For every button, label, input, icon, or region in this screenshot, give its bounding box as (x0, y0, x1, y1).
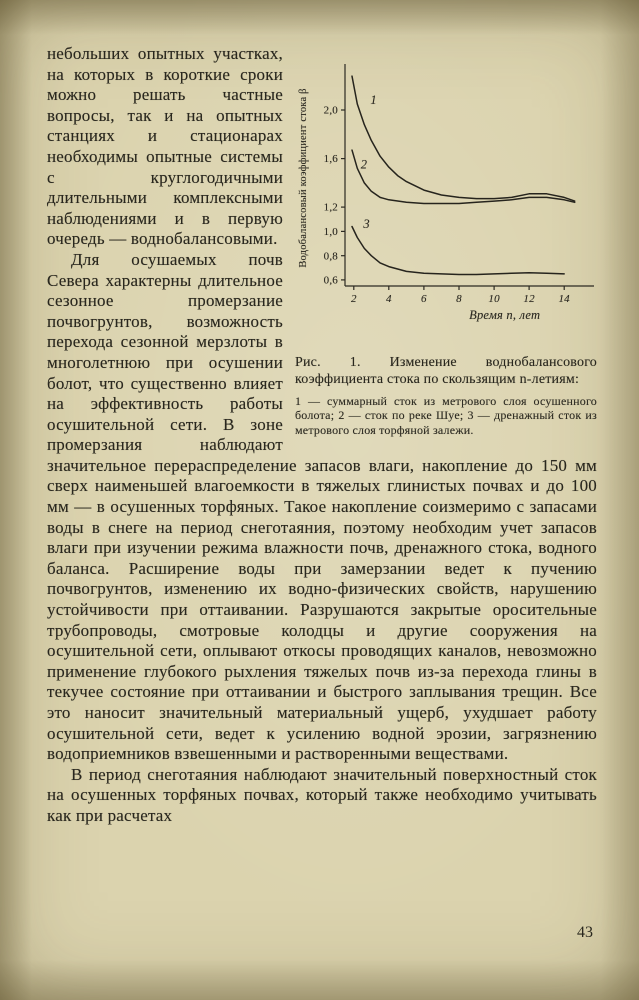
figure-caption (295, 354, 597, 438)
svg-text:14: 14 (558, 293, 570, 305)
body-paragraph-1: небольших опытных участках, на которых в короткие сроки можно решать частные вопросы, так и на опытных станциях и стационарах необходимы опытные системы с круглогодичными длительными комплексными наблюдениями и в первую очередь — воднобалансовыми. (47, 44, 283, 249)
body-paragraph-2: Для осушаемых почв Севера характерны длительное сезонное промерзание почвогрунтов, возможность перехода сезонной мерзлоты в многолетнюю при осушении болот, что существенно влияет на эффективность работы осушительной сети. В зоне промерзания наблюдают значительное перераспределение запасов влаги, накопление до 150 мм сверх наименьшей влагоемкости в тяжелых глинистых почвах и до 100 мм — в осушенных торфяных. Такое накопление соизмеримо с запасами воды в снеге на период снеготаяния, поэтому необходим учет запасов влаги при изучении режима влажности почв, дренажного стока, водного баланса. Расширение воды при замерзании ведет к пучению почвогрунтов, изменению их водно-физических свойств, нарушению устойчивости при оттаивании. Разрушаются закрытые оросительные трубопроводы, смотровые колодцы и другие сооружения на осушительной сети, оплывают откосы проводящих каналов, невозможно применение глубокого рыхления тяжелых почв из-за перехода глины в текучее состояние при оттаивании и быстрого заплывания трещин. Все это наносит значительный материальный ущерб, ухудшает работу осушительной сети, ведет к усилению водной эрозии, загрязнению водоприемников взвешенными и растворенными веществами. (47, 249, 597, 764)
svg-text:8: 8 (456, 293, 462, 305)
svg-text:2: 2 (360, 157, 368, 172)
svg-text:10: 10 (488, 293, 500, 305)
body-paragraph-3: В период снеготаяния наблюдают значительный поверхностный сток на осушенных торфяных почвах, который также необходимо учитывать как при расчетах (47, 764, 597, 825)
page-number: 43 (577, 924, 593, 941)
figure-1 (295, 54, 597, 437)
svg-text:Время n, лет: Время n, лет (469, 308, 541, 322)
svg-text:1,2: 1,2 (323, 201, 338, 214)
svg-text:3: 3 (363, 216, 370, 231)
figure-caption-legend: 1 — суммарный сток из метрового слоя осушенного болота; 2 — сток по реке Шуе; 3 — дренажный сток из метрового слоя торфяной залежи. (295, 393, 597, 437)
svg-text:0,8: 0,8 (323, 250, 338, 263)
svg-text:0,6: 0,6 (323, 274, 338, 287)
runoff-coefficient-chart (295, 54, 597, 338)
chart-canvas (295, 54, 597, 332)
svg-text:1,6: 1,6 (323, 153, 338, 166)
figure-caption-title: Рис. 1. Изменение воднобалансового коэффициента стока по скользящим n-летиям: (295, 354, 597, 388)
svg-text:2: 2 (350, 293, 357, 305)
svg-text:1: 1 (370, 93, 377, 107)
page-content (47, 44, 597, 827)
svg-text:2,0: 2,0 (323, 104, 338, 117)
svg-text:4: 4 (385, 293, 392, 305)
svg-text:1,0: 1,0 (323, 226, 338, 238)
svg-text:Водобалансовый коэффициент сто: Водобалансовый коэффициент стока β (298, 88, 309, 268)
svg-text:12: 12 (523, 293, 535, 305)
svg-text:6: 6 (421, 293, 427, 305)
